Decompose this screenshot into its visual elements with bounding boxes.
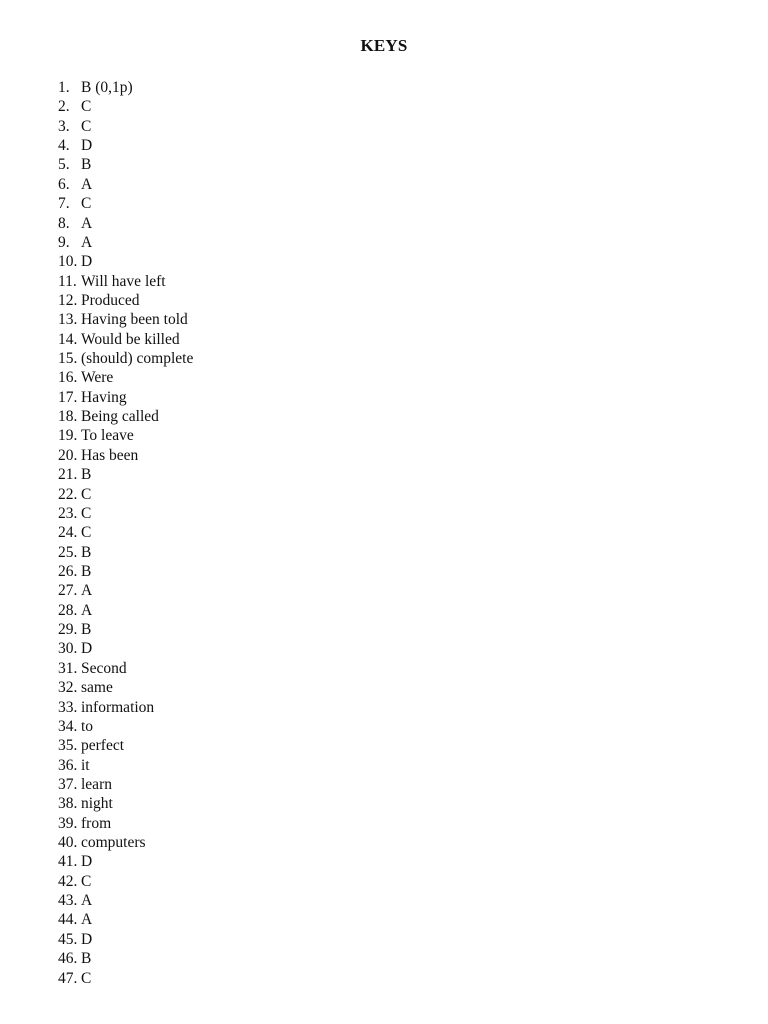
answer-text: C bbox=[81, 524, 92, 542]
answer-text: Second bbox=[81, 659, 127, 677]
answer-item bbox=[58, 485, 193, 504]
answer-text: computers bbox=[81, 834, 146, 852]
answer-number: 37. bbox=[58, 775, 78, 793]
answer-text: Produced bbox=[81, 291, 140, 309]
answer-number: 44. bbox=[58, 911, 78, 929]
answer-text: Were bbox=[81, 369, 114, 387]
answer-item bbox=[58, 601, 193, 620]
answer-number: 18. bbox=[58, 408, 78, 426]
answer-item bbox=[58, 775, 193, 794]
answer-item bbox=[58, 330, 193, 349]
answer-item bbox=[58, 97, 193, 116]
answer-number: 26. bbox=[58, 562, 78, 580]
answer-item bbox=[58, 291, 193, 310]
answer-text: C bbox=[81, 969, 92, 987]
answer-number: 34. bbox=[58, 717, 78, 735]
answer-number: 17. bbox=[58, 388, 78, 406]
answer-number: 23. bbox=[58, 504, 78, 522]
answer-number: 38. bbox=[58, 795, 78, 813]
answer-number: 33. bbox=[58, 698, 78, 716]
answer-text: D bbox=[81, 853, 93, 871]
answer-number: 42. bbox=[58, 872, 78, 890]
answer-item bbox=[58, 368, 193, 387]
answer-item bbox=[58, 407, 193, 426]
answer-text: A bbox=[81, 601, 93, 619]
answer-text: night bbox=[81, 795, 113, 813]
answer-number: 2. bbox=[58, 98, 70, 116]
answer-item bbox=[58, 949, 193, 968]
answer-item bbox=[58, 388, 193, 407]
answer-text: to bbox=[81, 717, 94, 735]
answer-item bbox=[58, 175, 193, 194]
answer-text: D bbox=[81, 253, 93, 271]
answer-item bbox=[58, 659, 193, 678]
answer-text: A bbox=[81, 892, 93, 910]
answer-item bbox=[58, 465, 193, 484]
answer-number: 5. bbox=[58, 156, 70, 174]
answer-number: 40. bbox=[58, 834, 78, 852]
answer-text: Having been told bbox=[81, 311, 188, 329]
answer-number: 16. bbox=[58, 369, 78, 387]
answer-text: (should) complete bbox=[81, 350, 194, 368]
answer-text: C bbox=[81, 195, 92, 213]
answer-text: B bbox=[81, 562, 92, 580]
answer-text: same bbox=[81, 679, 113, 697]
answer-number: 46. bbox=[58, 950, 78, 968]
answer-item bbox=[58, 155, 193, 174]
answer-text: D bbox=[81, 930, 93, 948]
answer-text: Will have left bbox=[81, 272, 166, 290]
answer-number: 39. bbox=[58, 814, 78, 832]
answer-item bbox=[58, 523, 193, 542]
answer-number: 12. bbox=[58, 291, 78, 309]
answer-item bbox=[58, 252, 193, 271]
answer-text: Has been bbox=[81, 446, 139, 464]
answer-number: 9. bbox=[58, 233, 70, 251]
answer-item bbox=[58, 698, 193, 717]
answer-text: A bbox=[81, 175, 93, 193]
answer-text: To leave bbox=[81, 427, 134, 445]
answer-item bbox=[58, 310, 193, 329]
answer-text: C bbox=[81, 485, 92, 503]
answer-text: B bbox=[81, 950, 92, 968]
answer-item bbox=[58, 136, 193, 155]
answer-item bbox=[58, 581, 193, 600]
answer-item bbox=[58, 117, 193, 136]
answer-text: from bbox=[81, 814, 112, 832]
answer-number: 15. bbox=[58, 350, 78, 368]
answer-number: 1. bbox=[58, 79, 70, 96]
answer-number: 36. bbox=[58, 756, 78, 774]
answer-item bbox=[58, 504, 193, 523]
answer-text: B (0,1p) bbox=[81, 79, 133, 96]
answer-text: Having bbox=[81, 388, 127, 406]
answer-text: B bbox=[81, 621, 92, 639]
answer-item bbox=[58, 891, 193, 910]
answer-number: 11. bbox=[58, 272, 77, 290]
answer-text: Would be killed bbox=[81, 330, 180, 348]
answer-number: 21. bbox=[58, 466, 78, 484]
answer-item bbox=[58, 543, 193, 562]
answer-number: 8. bbox=[58, 214, 70, 232]
answer-item bbox=[58, 78, 193, 97]
answer-item bbox=[58, 852, 193, 871]
answer-number: 35. bbox=[58, 737, 78, 755]
answer-item bbox=[58, 349, 193, 368]
answer-text: A bbox=[81, 214, 93, 232]
answer-number: 28. bbox=[58, 601, 78, 619]
answer-item bbox=[58, 194, 193, 213]
answer-number: 7. bbox=[58, 195, 70, 213]
answer-item bbox=[58, 446, 193, 465]
answer-number: 3. bbox=[58, 117, 70, 135]
answer-text: Being called bbox=[81, 408, 159, 426]
answer-number: 4. bbox=[58, 137, 70, 155]
answer-item bbox=[58, 717, 193, 736]
answer-item bbox=[58, 233, 193, 252]
answer-item bbox=[58, 426, 193, 445]
answer-text: A bbox=[81, 582, 93, 600]
page-title: KEYS bbox=[360, 36, 408, 55]
answer-text: B bbox=[81, 543, 92, 561]
answer-item bbox=[58, 814, 193, 833]
answer-item bbox=[58, 930, 193, 949]
answer-number: 14. bbox=[58, 330, 78, 348]
answer-text: C bbox=[81, 872, 92, 890]
answer-text: information bbox=[81, 698, 155, 716]
answer-item bbox=[58, 639, 193, 658]
answer-text: D bbox=[81, 137, 93, 155]
answer-text: A bbox=[81, 911, 93, 929]
answer-number: 25. bbox=[58, 543, 78, 561]
answer-item bbox=[58, 910, 193, 929]
answer-number: 43. bbox=[58, 892, 78, 910]
answer-text: C bbox=[81, 98, 92, 116]
answer-number: 20. bbox=[58, 446, 78, 464]
answer-number: 27. bbox=[58, 582, 78, 600]
answer-number: 47. bbox=[58, 969, 78, 987]
answer-text: perfect bbox=[81, 737, 125, 755]
answer-text: B bbox=[81, 156, 92, 174]
answer-text: D bbox=[81, 640, 93, 658]
answer-number: 41. bbox=[58, 853, 78, 871]
answer-number: 19. bbox=[58, 427, 78, 445]
answer-item bbox=[58, 620, 193, 639]
answer-number: 32. bbox=[58, 679, 78, 697]
answer-text: A bbox=[81, 233, 93, 251]
answer-item bbox=[58, 678, 193, 697]
answer-item bbox=[58, 872, 193, 891]
answer-text: B bbox=[81, 466, 92, 484]
answer-number: 31. bbox=[58, 659, 78, 677]
answer-item bbox=[58, 794, 193, 813]
answer-item bbox=[58, 562, 193, 581]
answer-key-list bbox=[58, 78, 193, 988]
answer-number: 13. bbox=[58, 311, 78, 329]
answer-number: 24. bbox=[58, 524, 78, 542]
answer-number: 45. bbox=[58, 930, 78, 948]
answer-item bbox=[58, 272, 193, 291]
answer-text: learn bbox=[81, 775, 112, 793]
answer-number: 6. bbox=[58, 175, 70, 193]
answer-text: C bbox=[81, 117, 92, 135]
answer-item bbox=[58, 736, 193, 755]
answer-text: C bbox=[81, 504, 92, 522]
answer-text: it bbox=[81, 756, 90, 774]
answer-number: 22. bbox=[58, 485, 78, 503]
answer-item bbox=[58, 756, 193, 775]
answer-number: 10. bbox=[58, 253, 78, 271]
answer-number: 30. bbox=[58, 640, 78, 658]
answer-item bbox=[58, 214, 193, 233]
answer-number: 29. bbox=[58, 621, 78, 639]
answer-item bbox=[58, 969, 193, 988]
answer-item bbox=[58, 833, 193, 852]
